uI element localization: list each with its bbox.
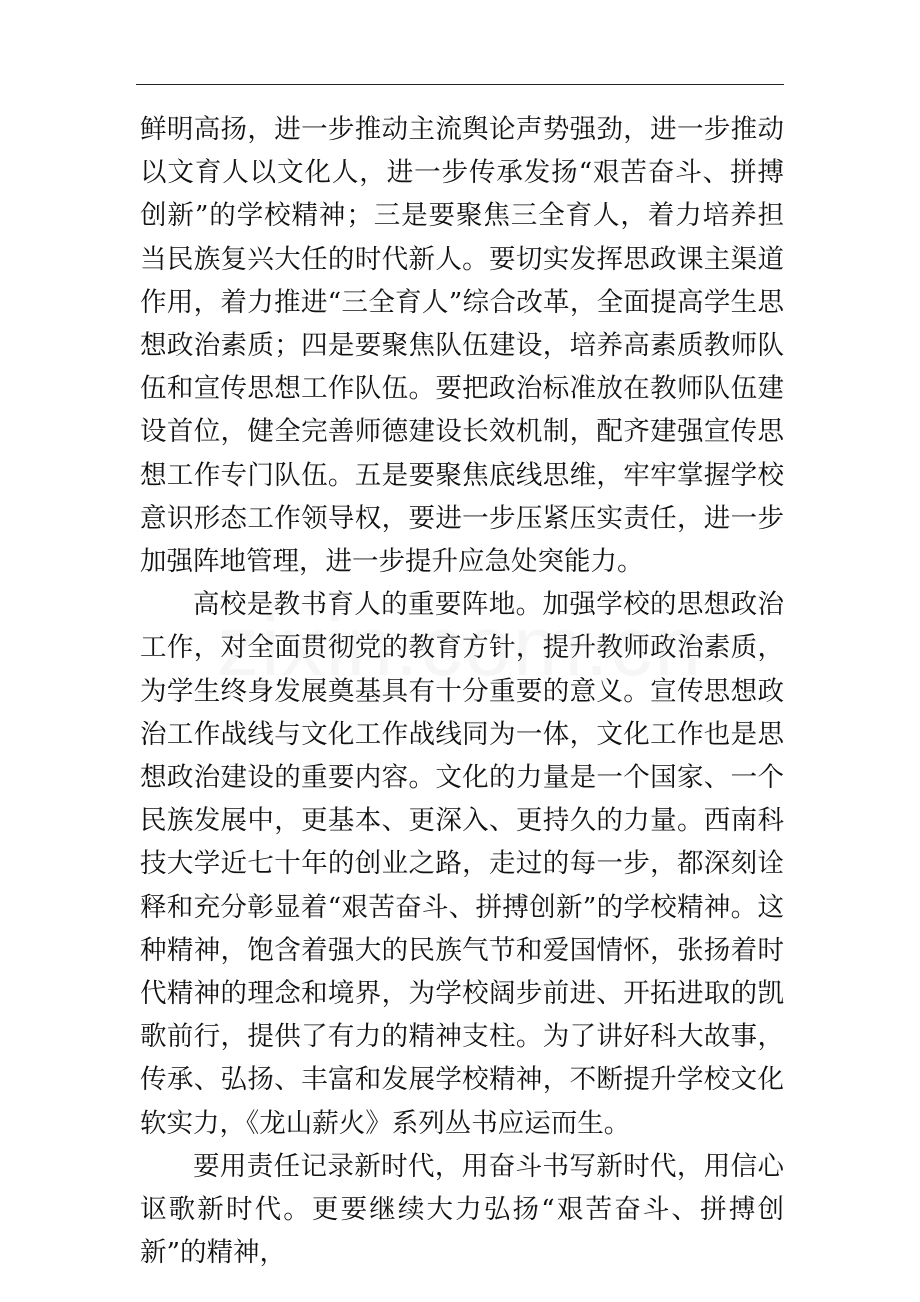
paragraph-continuation: 鲜明高扬，进一步推动主流舆论声势强劲，进一步推动以文育人以文化人，进一步传承发扬“艰苦奋斗、拼搏创新”的学校精神；三是要聚焦三全育人，着力培养担当民族复兴大任的时代新人。要切实发挥思政课主渠道作用，着力推进“三全育人”综合改革，全面提高学生思想政治素质；四是要聚焦队伍建设，培养高素质教师队伍和宣传思想工作队伍。要把政治标准放在教师队伍建设首位，健全完善师德建设长效机制，配齐建强宣传思想工作专门队伍。五是要聚焦底线思维，牢牢掌握学校意识形态工作领导权，要进一步压紧压实责任，进一步加强阵地管理，进一步提升应急处突能力。	[140, 114, 784, 578]
paragraph-universities: 高校是教书育人的重要阵地。加强学校的思想政治工作，对全面贯彻党的教育方针，提升教师政治素质，为学生终身发展奠基具有十分重要的意义。宣传思想政治工作战线与文化工作战线同为一体，文化工作也是思想政治建设的重要内容。文化的力量是一个国家、一个民族发展中，更基本、更深入、更持久的力量。西南科技大学近七十年的创业之路，走过的每一步，都深刻诠释和充分彰显着“艰苦奋斗、拼搏创新”的学校精神。这种精神，饱含着强大的民族气节和爱国情怀，张扬着时代精神的理念和境界，为学校阔步前进、开拓进取的凯歌前行，提供了有力的精神支柱。为了讲好科大故事，传承、弘扬、丰富和发展学校精神，不断提升学校文化软实力，《龙山薪火》系列丛书应运而生。	[140, 589, 784, 1139]
paragraph-new-era: 要用责任记录新时代，用奋斗书写新时代，用信心讴歌新时代。更要继续大力弘扬“艰苦奋斗、拼搏创新”的精神，	[140, 1150, 784, 1269]
body-text	[140, 108, 784, 1274]
header-rule	[136, 84, 784, 85]
